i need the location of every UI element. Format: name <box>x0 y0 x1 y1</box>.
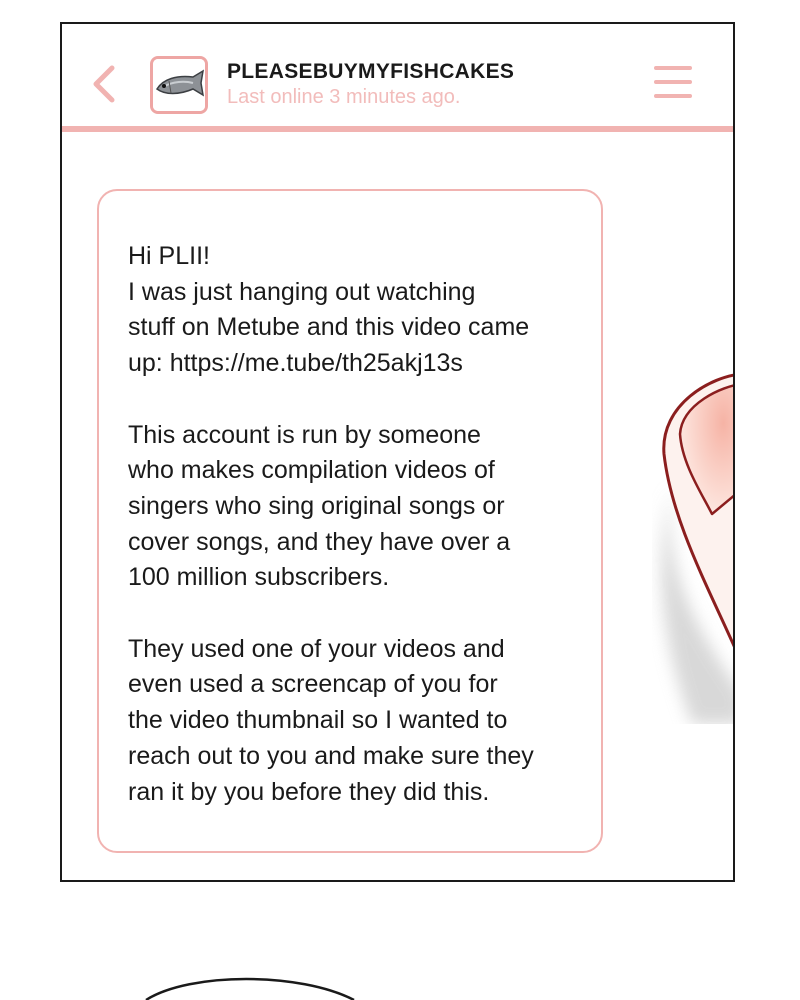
chevron-left-icon <box>88 62 122 106</box>
message-text: Hi PLII! I was just hanging out watching stuff on Metube and this video came up: https://me.tube/th25akj13s This account is run by someone who makes compilation videos of singers who sing original songs or cover songs, and they have over a 100 million subscribers. They used one of your videos and even used a screencap of you for the video thumbnail so I wanted to reach out to you and make sure they ran it by you before they did this. <box>128 242 534 806</box>
fish-avatar-icon <box>153 59 205 111</box>
chat-panel <box>60 22 735 882</box>
message-bubble <box>97 189 603 853</box>
last-online-status: Last online 3 minutes ago. <box>227 86 461 108</box>
contact-username: PLEASEBUYMYFISHCAKES <box>227 60 515 83</box>
chat-header <box>62 24 733 124</box>
back-button[interactable] <box>88 62 122 106</box>
speech-bubble-edge <box>140 970 360 1000</box>
header-divider <box>62 126 733 132</box>
menu-button[interactable] <box>648 52 700 112</box>
pointing-finger-illustration <box>652 364 735 724</box>
avatar[interactable] <box>150 56 208 114</box>
